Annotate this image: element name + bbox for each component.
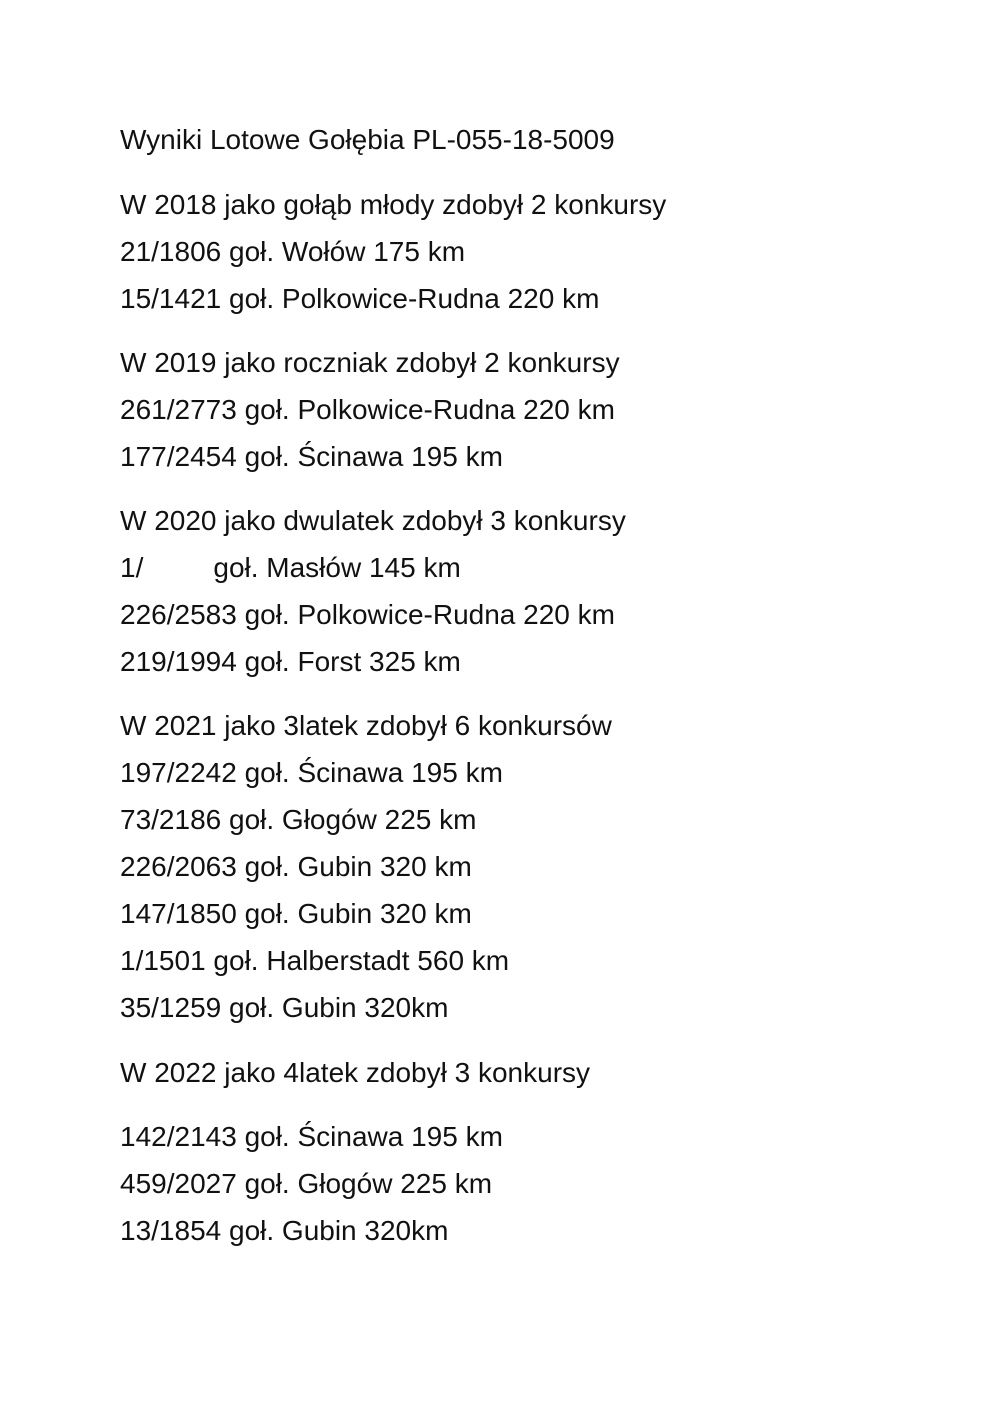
result-line: 226/2583 goł. Polkowice-Rudna 220 km xyxy=(120,599,615,630)
result-line: 1/ goł. Masłów 145 km xyxy=(120,552,461,583)
section-heading-2020: W 2020 jako dwulatek zdobył 3 konkursy xyxy=(120,505,626,536)
section-heading-2018: W 2018 jako gołąb młody zdobył 2 konkursy xyxy=(120,189,667,220)
document-title: Wyniki Lotowe Gołębia PL-055-18-5009 xyxy=(120,124,615,155)
result-line: 73/2186 goł. Głogów 225 km xyxy=(120,804,477,835)
result-line: 13/1854 goł. Gubin 320km xyxy=(120,1215,449,1246)
section-heading-2022: W 2022 jako 4latek zdobył 3 konkursy xyxy=(120,1057,591,1088)
result-line: 177/2454 goł. Ścinawa 195 km xyxy=(120,441,503,472)
result-line: 15/1421 goł. Polkowice-Rudna 220 km xyxy=(120,283,600,314)
result-line: 226/2063 goł. Gubin 320 km xyxy=(120,851,472,882)
result-line: 261/2773 goł. Polkowice-Rudna 220 km xyxy=(120,394,615,425)
result-line: 21/1806 goł. Wołów 175 km xyxy=(120,236,466,267)
result-line: 142/2143 goł. Ścinawa 195 km xyxy=(120,1121,503,1152)
result-line: 147/1850 goł. Gubin 320 km xyxy=(120,898,472,929)
section-heading-2019: W 2019 jako roczniak zdobył 2 konkursy xyxy=(120,347,620,378)
section-heading-2021: W 2021 jako 3latek zdobył 6 konkursów xyxy=(120,710,612,741)
result-line: 219/1994 goł. Forst 325 km xyxy=(120,646,461,677)
result-line: 459/2027 goł. Głogów 225 km xyxy=(120,1168,493,1199)
result-line: 35/1259 goł. Gubin 320km xyxy=(120,992,449,1023)
result-line: 1/1501 goł. Halberstadt 560 km xyxy=(120,945,510,976)
result-line: 197/2242 goł. Ścinawa 195 km xyxy=(120,757,503,788)
